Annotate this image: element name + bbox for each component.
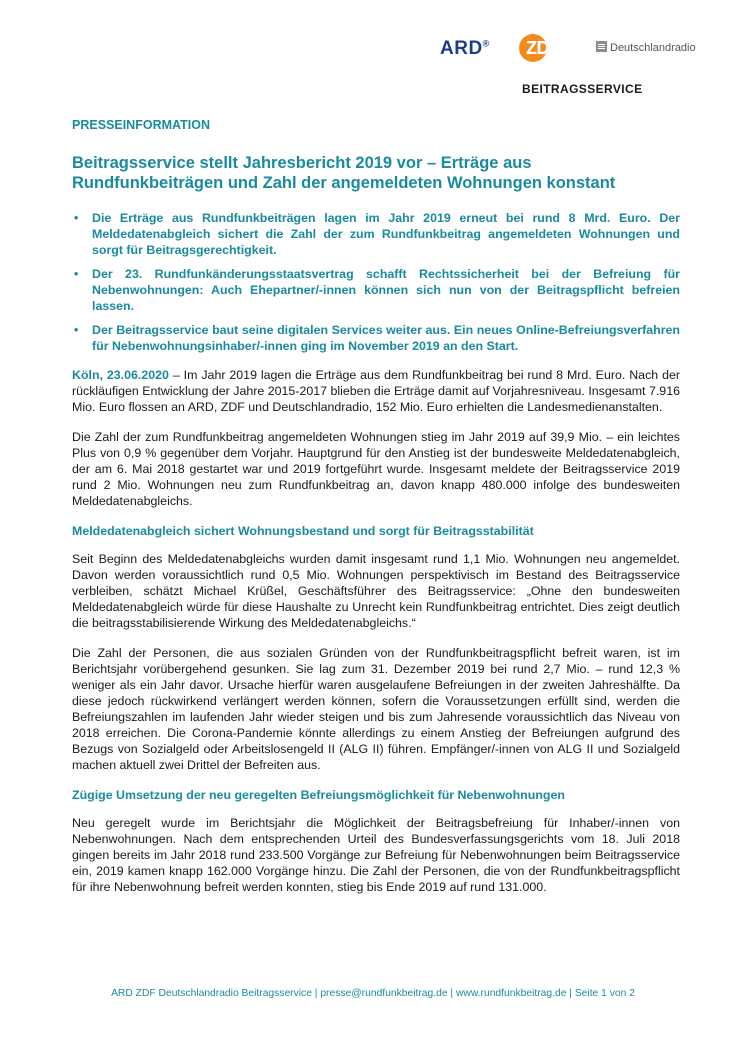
body-paragraph: Die Zahl der Personen, die aus sozialen Gründen von der Rundfunkbeitragspflicht befreit waren, ist im Berichtsjahr vorübergehend gesunken. Sie lag zum 31. Dezember 2019 bei rund 2,7 Mio. – rund 12,3 % weniger als ein Jahr davor. Ursache hierfür waren ausgelaufene Befreiungen in der zweiten Jahreshälfte. Da diese jedoch rückwirkend verlängert werden können, sofern die Voraussetzungen erfüllt sind, werden die Befreiungszahlen im laufenden Jahr wieder steigen und bis zum Jahresende voraussichtlich das Niveau von 2018 erreichen. Die Corona-Pandemie könnte allerdings zu einem Anstieg der Befreiungen aufgrund des Bezugs von Sozialgeld oder Arbeitslosengeld II (ALG II) führen. Empfänger/-innen von ALG II und Sozialgeld machen aktuell zwei Drittel der Befreiten aus. — [72, 646, 680, 772]
dateline: Köln, 23.06.2020 — [72, 368, 169, 382]
logo-header — [0, 34, 746, 104]
body-paragraph: Neu geregelt wurde im Berichtsjahr die Möglichkeit der Beitragsbefreiung für Inhaber/-innen von Nebenwohnungen. Nach dem entsprechenden Urteil des Bundesverfassungsgerichts vom 18. Juli 2018 gingen bereits im Jahr 2018 rund 233.500 Vorgänge zur Befreiung für Nebenwohnungen beim Beitragsservice ein, 2019 kamen knapp 162.000 Vorgänge hinzu. Die Zahl der Personen, die von der Rundfunkbeitragspflicht für ihre Nebenwohnung befreit werden konnten, stieg bis Ende 2019 auf rund 131.000. — [72, 816, 680, 894]
zdf-logo-text: ZDF — [526, 38, 560, 58]
summary-bullet: • Der Beitragsservice baut seine digitalen Services weiter aus. Ein neues Online-Befreiungsverfahren für Nebenwohnungsinhaber/-innen ging im November 2019 an den Start. — [72, 322, 680, 354]
section-heading: Meldedatenabgleich sichert Wohnungsbestand und sorgt für Beitragsstabilität — [72, 524, 534, 538]
intro-paragraph — [72, 367, 680, 415]
press-kicker: PRESSEINFORMATION — [72, 118, 210, 132]
headline: Beitragsservice stellt Jahresbericht 2019 vor – Erträge aus Rundfunkbeiträgen und Zahl der angemeldeten Wohnungen konstant — [72, 154, 616, 192]
body-paragraph: Die Zahl der zum Rundfunkbeitrag angemeldeten Wohnungen stieg im Jahr 2019 auf 39,9 Mio. – ein leichtes Plus von 0,9 % gegenüber dem Vorjahr. Hauptgrund für den Anstieg ist der bundesweite Meldedatenabgleich, der am 6. Mai 2018 gestartet war und 2019 fortgeführt wurde. Insgesamt meldete der Beitragsservice 2019 rund 2 Mio. Wohnungen neu zum Rundfunkbeitrag an, davon knapp 480.000 infolge des bundesweiten Meldedatenabgleichs. — [72, 430, 680, 508]
deutschlandradio-logo — [596, 41, 696, 54]
summary-bullet: • Die Erträge aus Rundfunkbeiträgen lagen im Jahr 2019 erneut bei rund 8 Mrd. Euro. Der Meldedatenabgleich sichert die Zahl der zum Rundfunkbeitrag angemeldeten Wohnungen und sorgt für Beitragsgerechtigkeit. — [72, 210, 680, 258]
summary-bullets — [72, 210, 680, 354]
intro-text: – Im Jahr 2019 lagen die Erträge aus dem Rundfunkbeitrag bei rund 8 Mrd. Euro. Nach der rückläufigen Entwicklung der Jahre 2015-2017 blieben die Erträge damit auf Vorjahresniveau. Insgesamt 7.916 Mio. Euro flossen an ARD, ZDF und Deutschlandradio, 152 Mio. Euro erhielten die Landesmedienanstalten. — [72, 368, 680, 414]
summary-bullet: • Der 23. Rundfunkänderungsstaatsvertrag schafft Rechtssicherheit bei der Befreiung für Nebenwohnungen: Auch Ehepartner/-innen können sich nun von der Beitragspflicht befreien lassen. — [72, 266, 680, 314]
beitragsservice-logo: BEITRAGSSERVICE — [522, 82, 643, 96]
ard-logo — [440, 38, 490, 60]
deutschlandradio-logo-text: Deutschlandradio — [610, 42, 696, 54]
zdf-logo — [519, 34, 581, 62]
press-release-body — [72, 118, 680, 909]
body-paragraph: Seit Beginn des Meldedatenabgleichs wurden damit insgesamt rund 1,1 Mio. Wohnungen neu angemeldet. Davon werden voraussichtlich rund 0,5 Mio. Wohnungen perspektivisch im Bestand des Beitragsservice verbleiben, schätzt Michael Krüßel, Geschäftsführer des Beitragsservice: „Ohne den bundesweiten Meldedatenabgleich würde für diese Haushalte zu Unrecht kein Rundfunkbeitrag entrichtet. Dies zeigt deutlich die beitragsstabilisierende Wirkung des Meldedatenabgleichs.“ — [72, 552, 680, 630]
section-heading: Zügige Umsetzung der neu geregelten Befreiungsmöglichkeit für Nebenwohnungen — [72, 788, 565, 802]
ard-logo-text: ARD — [440, 38, 483, 59]
deutschlandradio-icon — [596, 41, 607, 52]
ard-logo-mark: ® — [482, 38, 490, 49]
page-footer: ARD ZDF Deutschlandradio Beitragsservice | presse@rundfunkbeitrag.de | www.rundfunkbeitrag.de | Seite 1 von 2 — [111, 988, 635, 999]
